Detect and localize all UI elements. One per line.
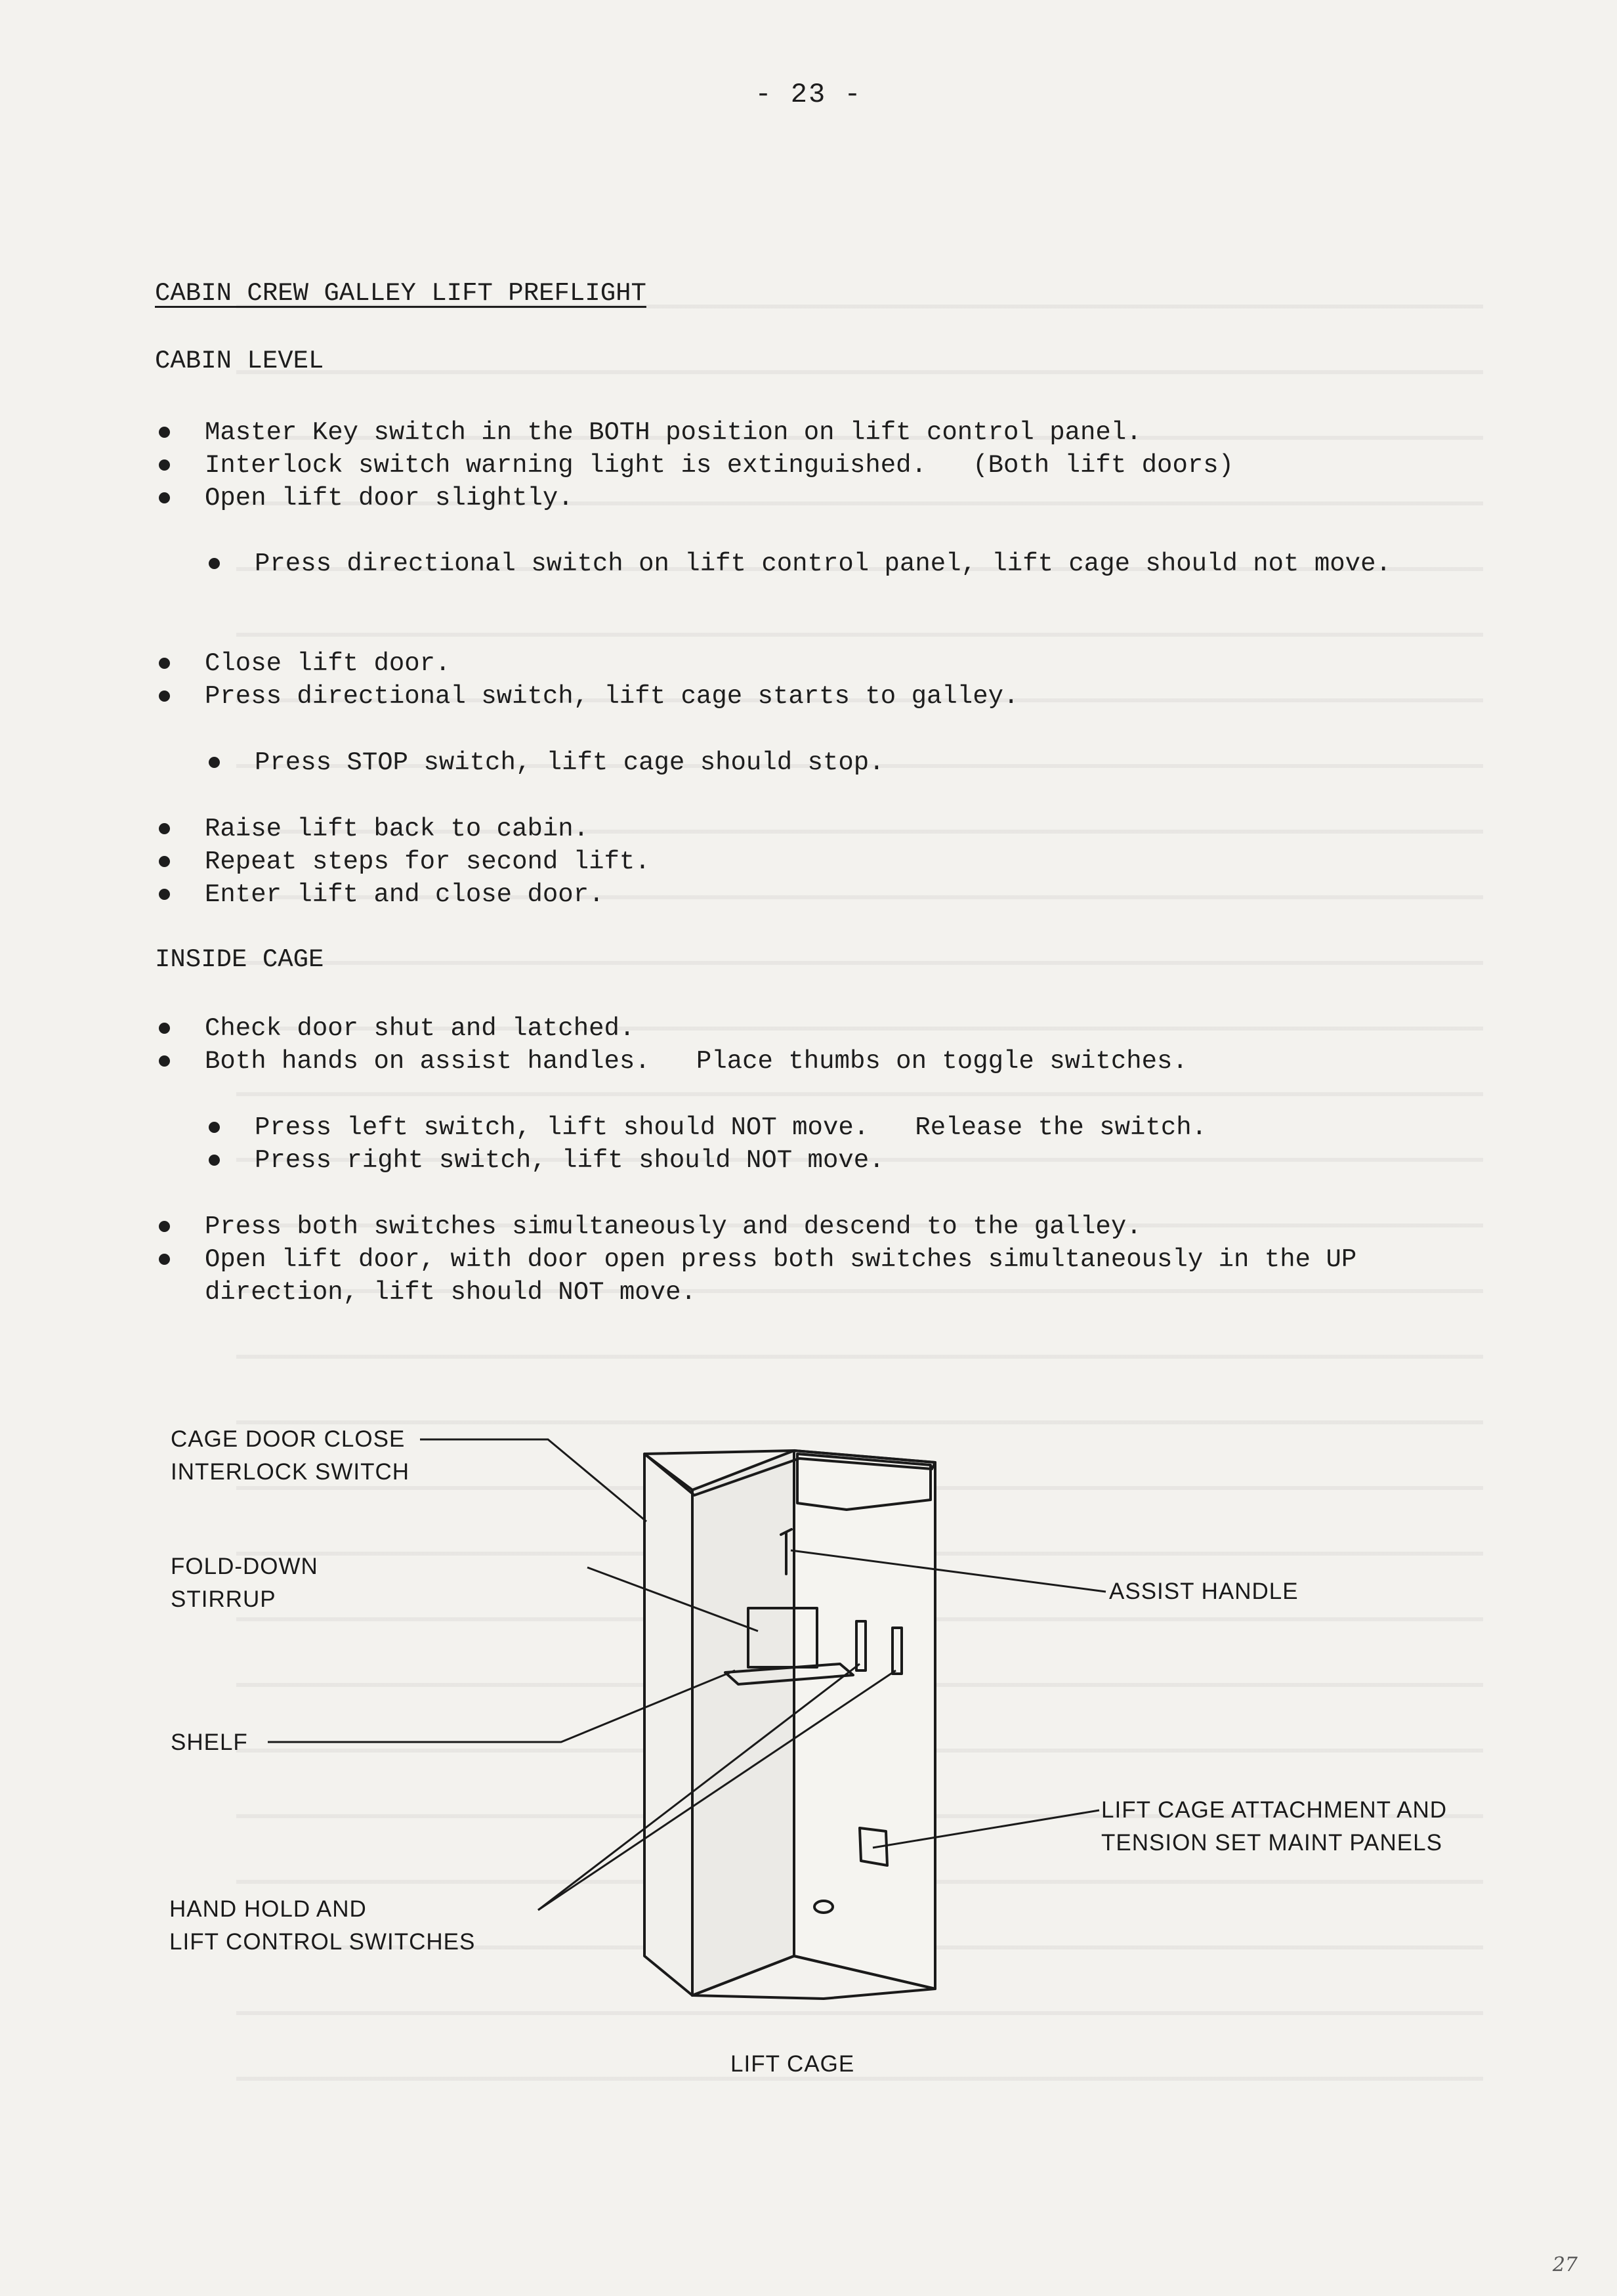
section-heading-cabin-level: CABIN LEVEL bbox=[155, 347, 324, 375]
list-item: Repeat steps for second lift. bbox=[205, 845, 1452, 878]
list-item: Raise lift back to cabin. bbox=[205, 813, 1452, 845]
list-item: Press directional switch, lift cage starts to galley. bbox=[205, 680, 1452, 713]
list-item: Press both switches simultaneously and descend to the galley. bbox=[205, 1210, 1452, 1243]
list-item: Master Key switch in the BOTH position on lift control panel. bbox=[205, 416, 1452, 449]
label-assist-handle: ASSIST HANDLE bbox=[1109, 1579, 1299, 1604]
label-cage-door: CAGE DOOR CLOSE INTERLOCK SWITCH bbox=[171, 1426, 410, 1485]
list-item: Enter lift and close door. bbox=[205, 878, 1452, 911]
label-attachment-panels: LIFT CAGE ATTACHMENT AND TENSION SET MAINT PANELS bbox=[1101, 1797, 1448, 1856]
list-item: Interlock switch warning light is extinguished. (Both lift doors) bbox=[205, 449, 1452, 482]
cage-back-wall bbox=[692, 1451, 794, 1995]
list-item: Press directional switch on lift control panel, lift cage should not move. bbox=[255, 547, 1410, 580]
page-number: - 23 - bbox=[755, 79, 862, 110]
cage-left-wall bbox=[644, 1454, 692, 1995]
list-item: Press right switch, lift should NOT move. bbox=[255, 1144, 1410, 1177]
label-shelf: SHELF bbox=[171, 1730, 248, 1755]
list-item: Both hands on assist handles. Place thumbs on toggle switches. bbox=[205, 1045, 1452, 1078]
corner-page-note: 27 bbox=[1552, 2253, 1578, 2276]
list-item: Check door shut and latched. bbox=[205, 1012, 1452, 1045]
label-lift-cage: LIFT CAGE bbox=[730, 2051, 855, 2077]
section-heading-inside-cage: INSIDE CAGE bbox=[155, 945, 324, 974]
list-item: Open lift door slightly. bbox=[205, 482, 1452, 515]
label-fold-down-stirrup: FOLD-DOWN STIRRUP bbox=[171, 1554, 318, 1612]
list-item: Open lift door, with door open press both switches simultaneously in the UP direction, lift should NOT move. bbox=[205, 1243, 1452, 1309]
page-title: CABIN CREW GALLEY LIFT PREFLIGHT bbox=[155, 279, 646, 308]
list-item: Close lift door. bbox=[205, 647, 1452, 680]
list-item: Press left switch, lift should NOT move. Release the switch. bbox=[255, 1111, 1410, 1144]
label-hand-hold: HAND HOLD AND LIFT CONTROL SWITCHES bbox=[169, 1896, 476, 1955]
leader-cage-door bbox=[420, 1439, 646, 1521]
list-item: Press STOP switch, lift cage should stop. bbox=[255, 746, 1410, 779]
